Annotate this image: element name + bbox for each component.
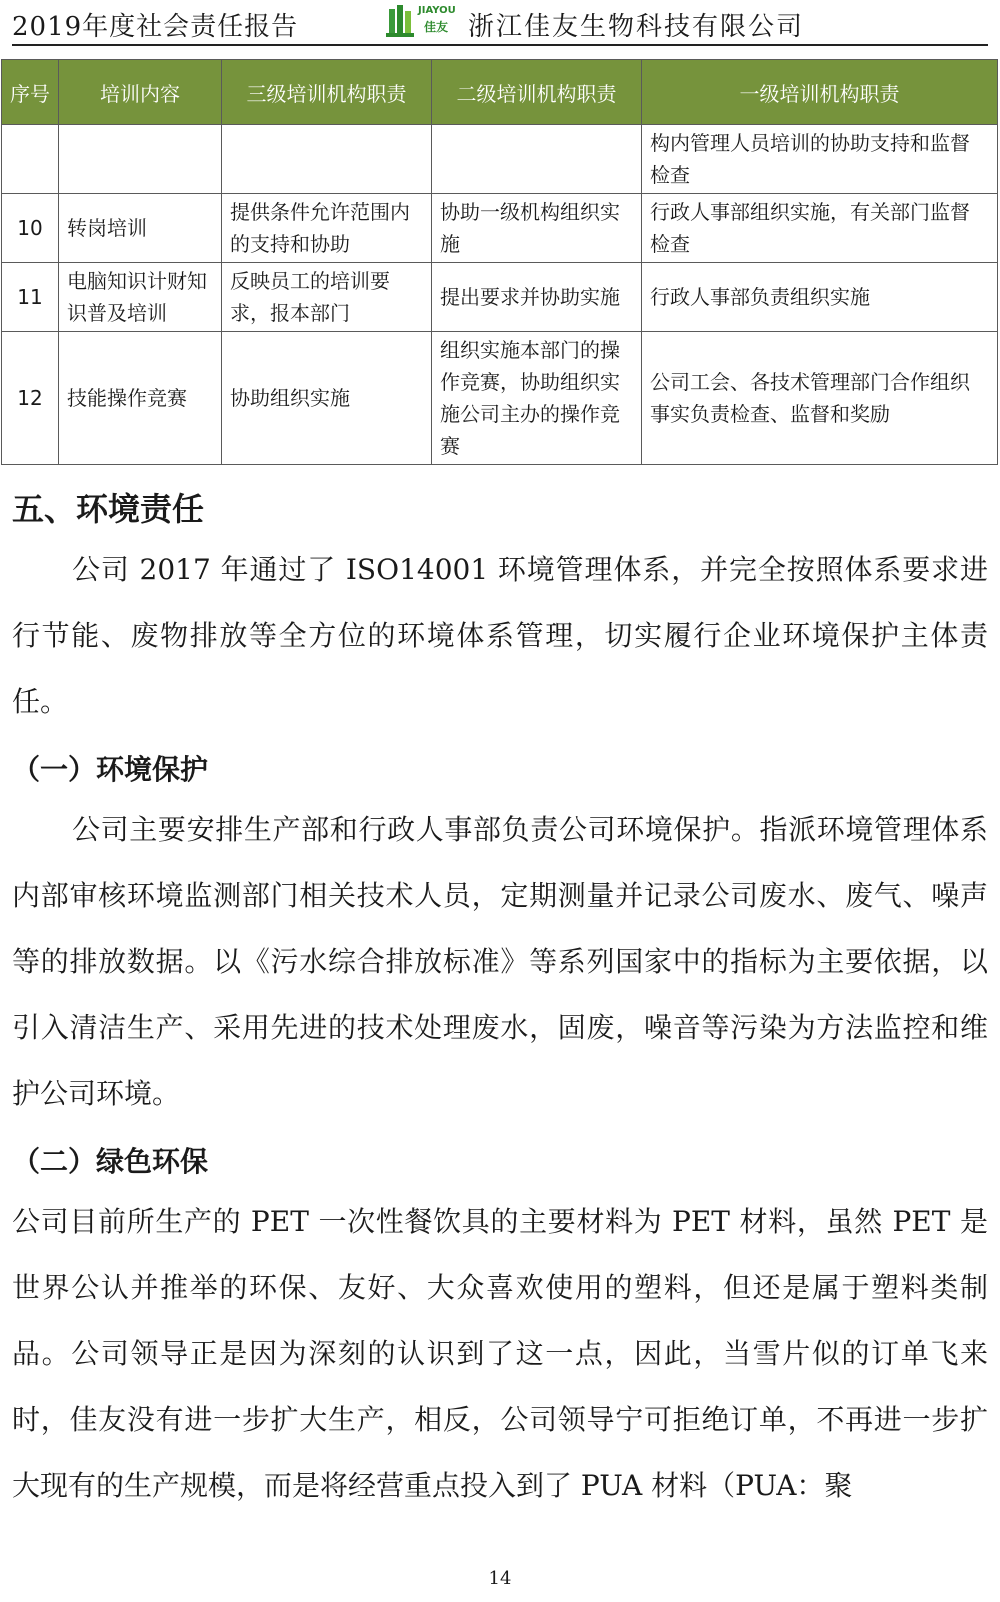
cell-level2: 组织实施本部门的操作竞赛，协助组织实施公司主办的操作竞赛 (432, 332, 642, 465)
page-header (12, 0, 988, 46)
cell-level1: 构内管理人员培训的协助支持和监督检查 (642, 125, 998, 194)
col-header-level3: 三级培训机构职责 (222, 60, 432, 125)
report-title: 2019年度社会责任报告 (12, 12, 299, 42)
cell-number: 11 (2, 263, 59, 332)
cell-level1: 行政人事部负责组织实施 (642, 263, 998, 332)
cell-number (2, 125, 59, 194)
environmental-protection-paragraph: 公司主要安排生产部和行政人事部负责公司环境保护。指派环境管理体系内部审核环境监测部门相关技术人员，定期测量并记录公司废水、废气、噪声等的排放数据。以《污水综合排放标准》等系列国家中的指标为主要依据，以引入清洁生产、采用先进的技术处理废水，固废，噪音等污染为方法监控和维护公司环境。 (12, 813, 988, 1110)
logo-text-en: JIAYOU (418, 5, 456, 16)
green-environment-paragraph: 公司目前所生产的 PET 一次性餐饮具的主要材料为 PET 材料，虽然 PET 是世界公认并推举的环保、友好、大众喜欢使用的塑料，但还是属于塑料类制品。公司领导正是因为深刻的认识到了这一点，因此，当雪片似的订单飞来时，佳友没有进一步扩大生产，相反，公司领导宁可拒绝订单，不再进一步扩大现有的生产规模，而是将经营重点投入到了 PUA 材料（PUA：聚 (12, 1205, 988, 1502)
cell-content (59, 125, 222, 194)
cell-content: 转岗培训 (59, 194, 222, 263)
cell-number: 12 (2, 332, 59, 465)
company-name: 浙江佳友生物科技有限公司 (468, 12, 805, 42)
cell-level2: 提出要求并协助实施 (432, 263, 642, 332)
subsection-title-green: （二）绿色环保 (12, 1145, 209, 1178)
cell-level2: 协助一级机构组织实施 (432, 194, 642, 263)
cell-level1: 公司工会、各技术管理部门合作组织事实负责检查、监督和奖励 (642, 332, 998, 465)
cell-level3 (222, 125, 432, 194)
section-intro-paragraph: 公司 2017 年通过了 ISO14001 环境管理体系，并完全按照体系要求进行节能、废物排放等全方位的环境体系管理，切实履行企业环境保护主体责任。 (12, 553, 988, 718)
cell-content: 电脑知识计财知识普及培训 (59, 263, 222, 332)
table-row (2, 125, 998, 194)
cell-level2 (432, 125, 642, 194)
table-row (2, 263, 998, 332)
col-header-level2: 二级培训机构职责 (432, 60, 642, 125)
cell-number: 10 (2, 194, 59, 263)
company-logo (386, 2, 466, 40)
col-header-content: 培训内容 (59, 60, 222, 125)
col-header-level1: 一级培训机构职责 (642, 60, 998, 125)
cell-level3: 反映员工的培训要求，报本部门 (222, 263, 432, 332)
leaf-logo-icon (386, 3, 416, 39)
subsection-title-environmental-protection: （一）环境保护 (12, 753, 209, 786)
section-title: 五、环境责任 (12, 490, 205, 528)
page-number: 14 (488, 1568, 512, 1589)
table-row (2, 332, 998, 465)
logo-text-cn: 佳友 (424, 20, 449, 34)
cell-content: 技能操作竞赛 (59, 332, 222, 465)
cell-level3: 提供条件允许范围内的支持和协助 (222, 194, 432, 263)
col-header-number: 序号 (2, 60, 59, 125)
cell-level1: 行政人事部组织实施，有关部门监督检查 (642, 194, 998, 263)
cell-level3: 协助组织实施 (222, 332, 432, 465)
table-row (2, 194, 998, 263)
training-responsibility-table (1, 59, 998, 465)
table-header-row (2, 60, 998, 125)
